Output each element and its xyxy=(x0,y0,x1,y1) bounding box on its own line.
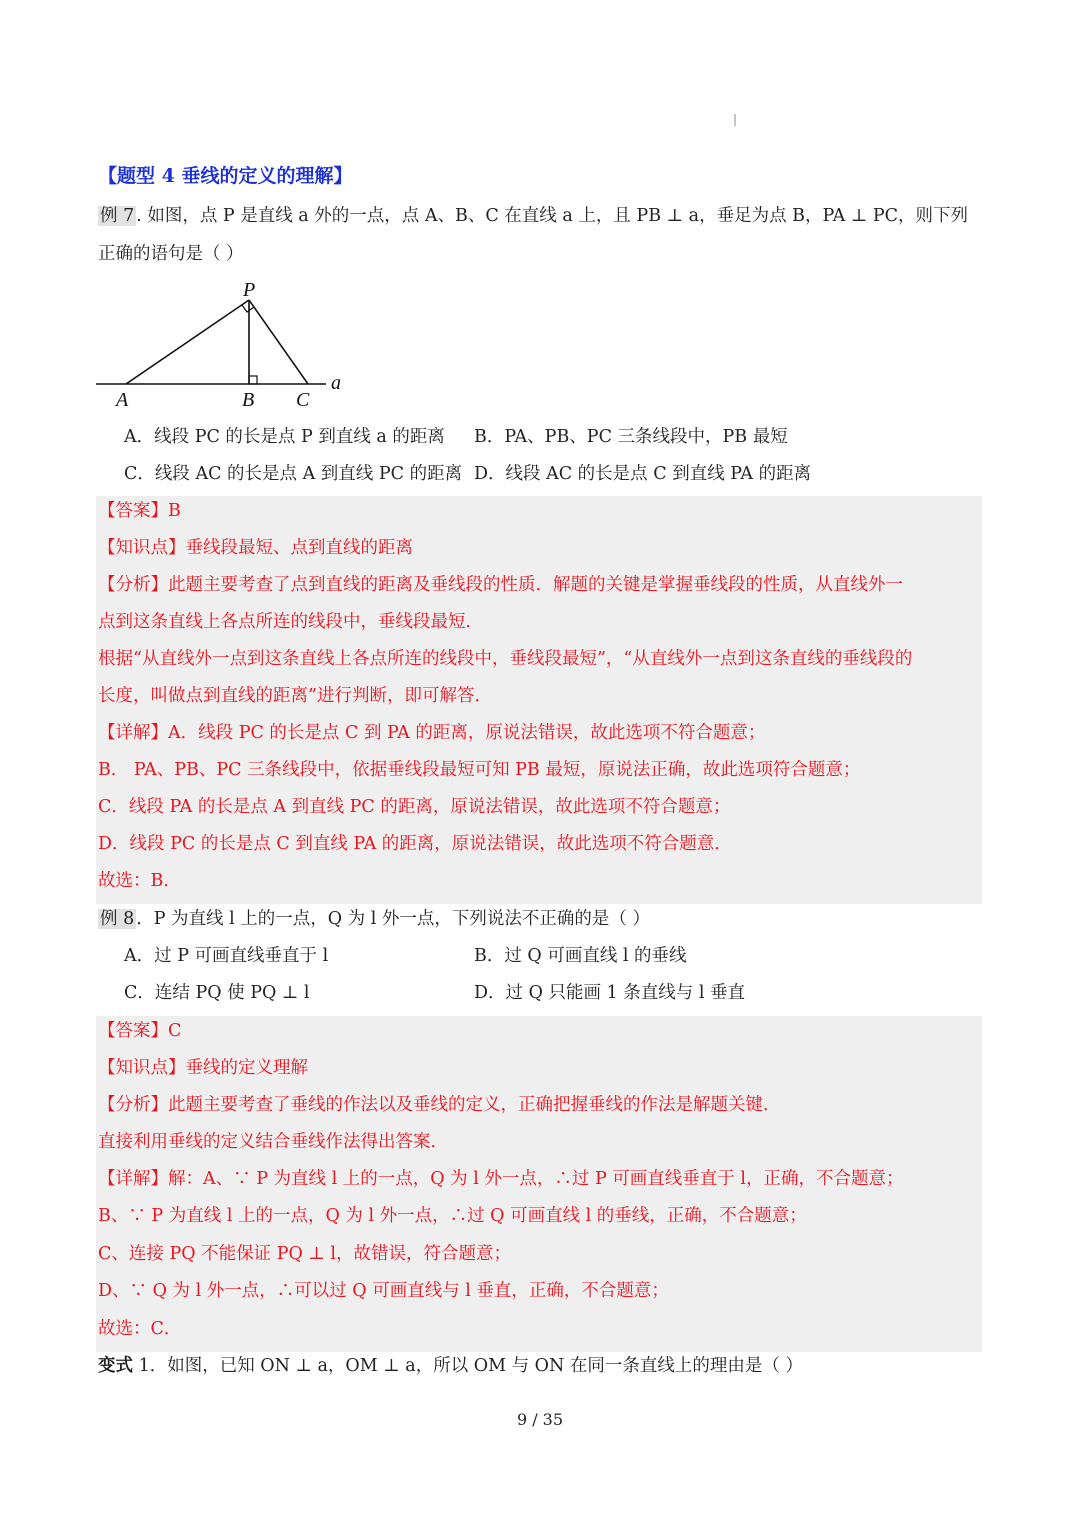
ex8-option-b: B．过 Q 可画直线 l 的垂线 xyxy=(474,946,687,966)
ex8-knowledge: 【知识点】垂线的定义理解 xyxy=(98,1058,308,1078)
section-title: 【题型 4 垂线的定义的理解】 xyxy=(98,165,353,187)
ex7-label: 例 7 xyxy=(100,206,135,226)
ex8-choose: 故选：C． xyxy=(98,1319,182,1339)
variant1-text: 1．如图，已知 ON ⊥ a，OM ⊥ a，所以 OM 与 ON 在同一条直线上的理由是（ ） xyxy=(133,1356,803,1376)
ex8-detail-3: C、连接 PQ 不能保证 PQ ⊥ l，故错误，符合题意； xyxy=(98,1244,512,1264)
ex7-analysis-2: 点到这条直线上各点所连的线段中，垂线段最短． xyxy=(98,612,483,632)
segment-PC xyxy=(249,300,308,384)
right-angle-B xyxy=(249,376,257,384)
label-C: C xyxy=(296,389,310,411)
ex7-option-c: C．线段 AC 的长是点 A 到直线 PC 的距离 xyxy=(124,464,463,484)
ex8-label: 例 8 xyxy=(100,909,135,929)
ex8-detail-2: B、∵ P 为直线 l 上的一点，Q 为 l 外一点，∴过 Q 可画直线 l 的垂线，正确，不合题意； xyxy=(98,1206,807,1226)
ex8-option-c: C．连结 PQ 使 PQ ⊥ l xyxy=(124,983,310,1003)
ex7-question-text1: . 如图，点 P 是直线 a 外的一点，点 A、B、C 在直线 a 上，且 PB ⊥ a，垂足为点 B，PA ⊥ PC，则下列 xyxy=(136,206,969,226)
ex8-question-line1 xyxy=(98,908,650,930)
ex7-detail-1: 【详解】A．线段 PC 的长是点 C 到 PA 的距离，原说法错误，故此选项不符合题意； xyxy=(98,723,766,743)
ex8-answer: 【答案】C xyxy=(98,1021,182,1041)
ex7-detail-2: B． PA、PB、PC 三条线段中，依据垂线段最短可知 PB 最短，原说法正确，故此选项符合题意； xyxy=(98,760,861,780)
ex8-option-d: D．过 Q 只能画 1 条直线与 l 垂直 xyxy=(474,983,745,1003)
ex7-analysis-4: 长度，叫做点到直线的距离”进行判断，即可解答． xyxy=(98,686,492,706)
page-number: 9 / 35 xyxy=(516,1410,564,1429)
ex8-detail-4: D、∵ Q 为 l 外一点，∴可以过 Q 可画直线与 l 垂直，正确，不合题意； xyxy=(98,1281,669,1301)
ex7-analysis-1: 【分析】此题主要考查了点到直线的距离及垂线段的性质．解题的关键是掌握垂线段的性质，从直线外一 xyxy=(98,575,903,595)
segment-PA xyxy=(126,300,249,384)
ex7-choose: 故选：B． xyxy=(98,871,181,891)
ex7-option-b: B．PA、PB、PC 三条线段中，PB 最短 xyxy=(474,427,788,447)
ex8-option-a: A．过 P 可画直线垂直于 l xyxy=(124,946,329,966)
label-P: P xyxy=(243,279,256,301)
label-B: B xyxy=(242,389,255,411)
ex7-option-a: A．线段 PC 的长是点 P 到直线 a 的距离 xyxy=(124,427,445,447)
ex8-analysis-1: 【分析】此题主要考查了垂线的作法以及垂线的定义，正确把握垂线的作法是解题关键． xyxy=(98,1095,781,1115)
ex7-question-line1 xyxy=(98,205,968,227)
ex7-detail-4: D．线段 PC 的长是点 C 到直线 PA 的距离，原说法错误，故此选项不符合题意． xyxy=(98,834,732,854)
ex7-option-d: D．线段 AC 的长是点 C 到直线 PA 的距离 xyxy=(474,464,812,484)
label-A: A xyxy=(116,389,129,411)
header-mark: | xyxy=(733,112,738,126)
right-angle-P xyxy=(242,305,254,312)
variant1-label: 变式 xyxy=(98,1356,133,1376)
ex7-detail-3: C．线段 PA 的长是点 A 到直线 PC 的距离，原说法错误，故此选项不符合题意； xyxy=(98,797,731,817)
ex7-question-line2: 正确的语句是（ ） xyxy=(98,244,244,264)
ex7-analysis-3: 根据“从直线外一点到这条直线上各点所连的线段中，垂线段最短”，“从直线外一点到这条直线的垂线段的 xyxy=(98,649,913,669)
ex8-analysis-2: 直接利用垂线的定义结合垂线作法得出答案． xyxy=(98,1132,448,1152)
variant1-question xyxy=(98,1355,803,1377)
ex7-figure xyxy=(96,276,356,412)
ex8-detail-1: 【详解】解：A、∵ P 为直线 l 上的一点，Q 为 l 外一点，∴过 P 可画直线垂直于 l，正确，不合题意； xyxy=(98,1169,904,1189)
ex7-knowledge: 【知识点】垂线段最短、点到直线的距离 xyxy=(98,538,413,558)
ex7-answer: 【答案】B xyxy=(98,501,181,521)
ex8-question-text: ．P 为直线 l 上的一点，Q 为 l 外一点，下列说法不正确的是（ ） xyxy=(136,909,650,929)
label-a: a xyxy=(331,372,341,394)
